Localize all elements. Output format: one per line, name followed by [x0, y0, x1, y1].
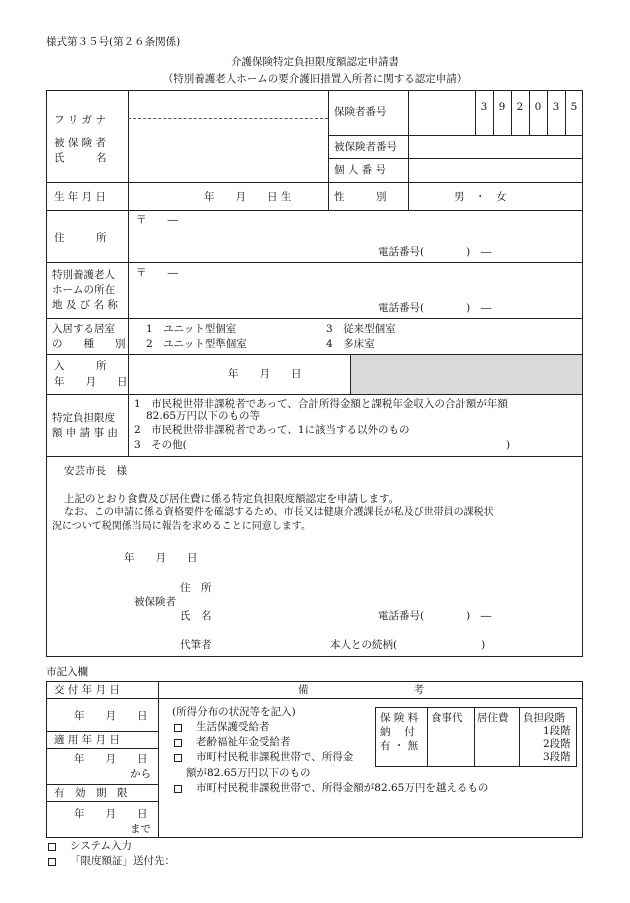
sex-options[interactable]: 男 ・ 女 — [454, 191, 507, 203]
checkbox[interactable] — [174, 739, 182, 747]
checkbox[interactable] — [174, 724, 182, 732]
insurer-digit: 3 — [480, 101, 488, 113]
office-use-heading: 市記入欄 — [46, 666, 88, 678]
facility-label-3: 地 及 び 名 称 — [52, 299, 118, 311]
insurer-digit: 2 — [516, 101, 524, 113]
remarks-heading: 備 考 — [298, 684, 424, 696]
declaration-date[interactable]: 年 月 日 — [124, 552, 198, 564]
check-label-low-income-cont: 額が82.65万円以下のもの — [186, 767, 311, 779]
room-type-label: 入居する居室 — [52, 323, 115, 335]
reason-option-3[interactable]: 3 その他( — [134, 439, 187, 451]
check-label-low-income: 市町村民税非課税世帯で、所得金 — [196, 751, 354, 763]
address-postal[interactable]: 〒 ― — [136, 214, 178, 226]
premium-label: 保 険 料 — [380, 712, 419, 724]
name-field[interactable] — [130, 120, 326, 180]
facility-label: 特別養護老人 — [52, 269, 115, 281]
admission-label-2: 年 月 日 — [54, 376, 128, 388]
reason-label-2: 額 申 請 事 由 — [52, 427, 118, 439]
declaration-insured-label: 被保険者 — [134, 596, 176, 608]
insured-number-label: 被保険者番号 — [334, 141, 397, 153]
declaration-line-2: なお、この申請に係る資格要件を確認するため、市長又は健康介護課長が私及び世帯員の課税状 — [64, 507, 494, 518]
sex-label: 性 別 — [334, 191, 387, 203]
validity-until: まで — [130, 823, 151, 835]
form-number: 様式第３５号(第２６条関係) — [46, 36, 181, 48]
insured-number-field[interactable] — [410, 137, 582, 157]
address-phone[interactable]: 電話番号( ) ― — [378, 246, 492, 258]
validity-label: 有 効 期 限 — [54, 787, 128, 799]
checkbox[interactable] — [48, 858, 56, 866]
stage-2[interactable]: 2段階 — [543, 738, 571, 750]
insurer-digit: 0 — [534, 101, 542, 113]
burden-label: 負担段階 — [523, 712, 565, 724]
room-option-1[interactable]: 1 ユニット型個室 — [146, 323, 237, 335]
furigana-label: フ リ ガ ナ — [54, 114, 107, 126]
issue-date-label: 交 付 年 月 日 — [54, 684, 120, 696]
declaration-name-label: 氏 名 — [180, 610, 212, 622]
checkbox[interactable] — [48, 843, 56, 851]
form-title: 介護保険特定負担限度額認定申請書 — [231, 56, 399, 68]
meal-label: 食事代 — [431, 712, 463, 724]
check-label-pension: 老齢福祉年金受給者 — [196, 736, 291, 748]
addressee: 安芸市長 様 — [64, 465, 127, 477]
admission-date-value[interactable]: 年 月 日 — [228, 368, 302, 380]
reason-option-1-cont: 82.65万円以下のもの等 — [146, 410, 261, 422]
facility-postal[interactable]: 〒 ― — [136, 267, 178, 279]
declaration-phone[interactable]: 電話番号( ) ― — [378, 610, 492, 622]
apply-date-label: 適 用 年 月 日 — [54, 734, 120, 746]
personal-number-label: 個 人 番 号 — [334, 164, 387, 176]
form-subtitle: （特別養護老人ホームの要介護旧措置入所者に関する認定申請） — [162, 73, 468, 85]
validity-value[interactable]: 年 月 日 — [74, 808, 148, 820]
checkbox[interactable] — [174, 754, 182, 762]
reason-option-2[interactable]: 2 市民税世帯非課税者であって、1に該当する以外のもの — [134, 424, 410, 436]
declaration-line-3: 況について税関係当局に報告を求めることに同意します。 — [52, 521, 311, 532]
reason-option-3-close: ) — [506, 439, 511, 451]
premium-label-2: 納 付 — [380, 726, 415, 738]
personal-number-field[interactable] — [410, 160, 582, 181]
income-note: (所得分布の状況等を記入) — [172, 706, 296, 718]
birth-date-value[interactable]: 年 月 日 生 — [204, 191, 292, 203]
facility-label-2: ホームの所在 — [52, 284, 115, 296]
insured-name-label-2: 氏 名 — [54, 152, 107, 164]
check-label-high-income: 市町村民税非課税世帯で、所得金額が82.65万円を越えるもの — [196, 782, 489, 794]
reason-label: 特定負担限度 — [52, 412, 115, 424]
furigana-field[interactable] — [130, 92, 326, 116]
address-label: 住 所 — [54, 232, 107, 244]
apply-date-from: から — [130, 768, 151, 780]
facility-phone[interactable]: 電話番号( ) ― — [378, 302, 492, 314]
agent-label: 代筆者 — [180, 639, 212, 651]
reason-option-1[interactable]: 1 市民税世帯非課税者であって、合計所得金額と課税年金収入の合計額が年額 — [134, 398, 508, 410]
admission-label: 入 所 — [54, 360, 107, 372]
checkbox[interactable] — [174, 785, 182, 793]
system-input-label: システム入力 — [70, 840, 132, 852]
birth-date-label: 生 年 月 日 — [54, 191, 107, 203]
declaration-address-label: 住 所 — [180, 582, 212, 594]
room-option-3[interactable]: 3 従来型個室 — [326, 323, 396, 335]
shaded-cell — [351, 355, 582, 394]
apply-date-value[interactable]: 年 月 日 — [74, 753, 148, 765]
room-option-4[interactable]: 4 多床室 — [326, 338, 375, 350]
send-to-label: 「限度額証」送付先： — [70, 855, 175, 867]
residence-label: 居住費 — [477, 712, 509, 724]
relation-field[interactable]: 本人との続柄( ) — [330, 639, 486, 651]
insured-name-label: 被 保 険 者 — [54, 137, 107, 149]
declaration-line-1: 上記のとおり食費及び居住費に係る特定負担限度額認定を申請します。 — [64, 493, 400, 505]
insurer-digit: 9 — [498, 101, 506, 113]
insurer-digit: 5 — [570, 101, 578, 113]
check-label-welfare: 生活保護受給者 — [196, 721, 270, 733]
issue-date-value[interactable]: 年 月 日 — [74, 710, 148, 722]
stage-1[interactable]: 1段階 — [543, 725, 571, 737]
insurer-digit: 3 — [552, 101, 560, 113]
premium-options[interactable]: 有 ・ 無 — [380, 740, 419, 752]
room-option-2[interactable]: 2 ユニット型準個室 — [146, 338, 247, 350]
room-type-label-2: の 種 別 — [52, 338, 126, 350]
stage-3[interactable]: 3段階 — [543, 751, 571, 763]
insurer-number-label: 保険者番号 — [334, 106, 387, 118]
